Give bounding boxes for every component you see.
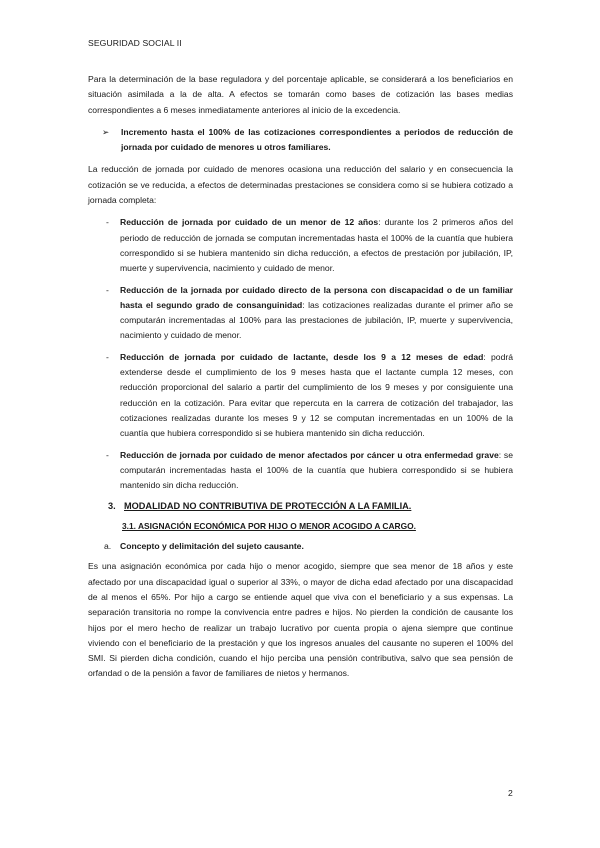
list-item-text: : se computarán incrementadas hasta el 100% de la cuantía que hubiera correspondido si se hubiera mantenido sin dicha reducción. <box>120 449 514 491</box>
document-body <box>88 72 513 682</box>
list-item <box>88 350 513 442</box>
list-item-bold: Reducción de jornada por cuidado de lactante, desde los 9 a 12 meses de edad <box>120 351 484 362</box>
list-item-text: : durante los 2 primeros años del periodo de reducción de jornada se computan incrementadas hasta el 100% de la cuantía que hubiera correspondido si se hubiera mantenido sin dicha reducción, a efectos de prestación por jubilación, IP, muerte y supervivencia, nacimiento y cuidado de menor. <box>120 217 513 274</box>
subsection-a-heading <box>104 539 513 554</box>
section-3-heading <box>108 499 513 514</box>
page-number: 2 <box>508 788 513 798</box>
list-item-text: : las cotizaciones realizadas durante el primer año se computarán incrementadas al 100% para las prestaciones de jubilación, IP, muerte y supervivencia, nacimiento y cuidado de menor. <box>120 299 513 341</box>
dash-bullet-icon: - <box>106 284 109 295</box>
subsection-a-marker: a. <box>104 541 112 552</box>
arrow-bullet-item <box>102 125 513 156</box>
section-3-number: 3. <box>108 501 116 512</box>
section-3-1-heading <box>122 519 513 534</box>
final-paragraph: Es una asignación económica por cada hijo o menor acogido, siempre que sea menor de 18 años y este afectado por una discapacidad igual o superior al 33%, o mayor de dicha edad afectado por una discapacidad de al menos el 65%. Por hijo a cargo se entiende aquel que viva con el beneficiario y a sus expensas. La separación transitoria no rompe la convivencia entre padres e hijos. No pierden la condición de causante los hijos por el mero hecho de realizar un trabajo lucrativo por cuenta propia o ajena siempre que continue viviendo con el beneficiario de la prestación y que los ingresos anuales del causante no superen el 100% del SMI. Si pierden dicha condición, cuando el hijo perciba una pensión contributiva, salvo que sea pensión de orfandad o de la pensión a favor de familiares de nietos y hermanos. <box>88 561 513 679</box>
section-3-1-title: 3.1. ASIGNACIÓN ECONÓMICA POR HIJO O MENOR ACOGIDO A CARGO. <box>122 520 416 531</box>
subsection-a-title: Concepto y delimitación del sujeto causante. <box>120 541 304 552</box>
list-item-bold: Reducción de jornada por cuidado de menor afectados por cáncer u otra enfermedad grave <box>120 449 499 460</box>
list-item-text: : podrá extenderse desde el cumplimiento de los 9 meses hasta que el lactante cumpla 12 meses, con reducción proporcional del salario a partir del cumplimiento de los 9 meses y por consiguiente una reducción en la cotización. Para evitar que repercuta en la carrera de cotización del trabajador, las cotizaciones realizadas durante los meses 9 y 12 se computan incrementadas en un 100% de la cuantía que hubiera correspondido si se hubiera mantenido sin dicha reducción. <box>120 351 513 439</box>
list-item-bold: Reducción de jornada por cuidado de un menor de 12 años <box>120 217 379 228</box>
reduction-paragraph: La reducción de jornada por cuidado de menores ocasiona una reducción del salario y en consecuencia la cotización se ve reducida, a efectos de determinadas prestaciones se considera como si se hubiera cotizado a jornada completa: <box>88 164 513 206</box>
list-item <box>88 448 513 494</box>
list-item <box>88 215 513 276</box>
list-item <box>88 283 513 344</box>
dash-list <box>88 215 513 493</box>
dash-bullet-icon: - <box>106 449 109 460</box>
dash-bullet-icon: - <box>106 217 109 228</box>
page-header: SEGURIDAD SOCIAL II <box>88 38 182 48</box>
section-3-title: MODALIDAD NO CONTRIBUTIVA DE PROTECCIÓN A LA FAMILIA. <box>124 501 412 512</box>
arrow-bullet-icon: ➢ <box>102 126 110 137</box>
dash-bullet-icon: - <box>106 351 109 362</box>
intro-paragraph: Para la determinación de la base reguladora y del porcentaje aplicable, se considerará a los beneficiarios en situación asimilada a la de alta. A efectos se tomarán como bases de cotización las bases medias correspondientes a 6 meses inmediatamente anteriores al inicio de la excedencia. <box>88 74 513 115</box>
arrow-bullet-text: Incremento hasta el 100% de las cotizaciones correspondientes a periodos de reducción de jornada por cuidado de menores u otros familiares. <box>121 126 513 153</box>
list-item-bold: Reducción de la jornada por cuidado directo de la persona con discapacidad o de un familiar hasta el segundo grado de consanguinidad <box>120 284 513 310</box>
